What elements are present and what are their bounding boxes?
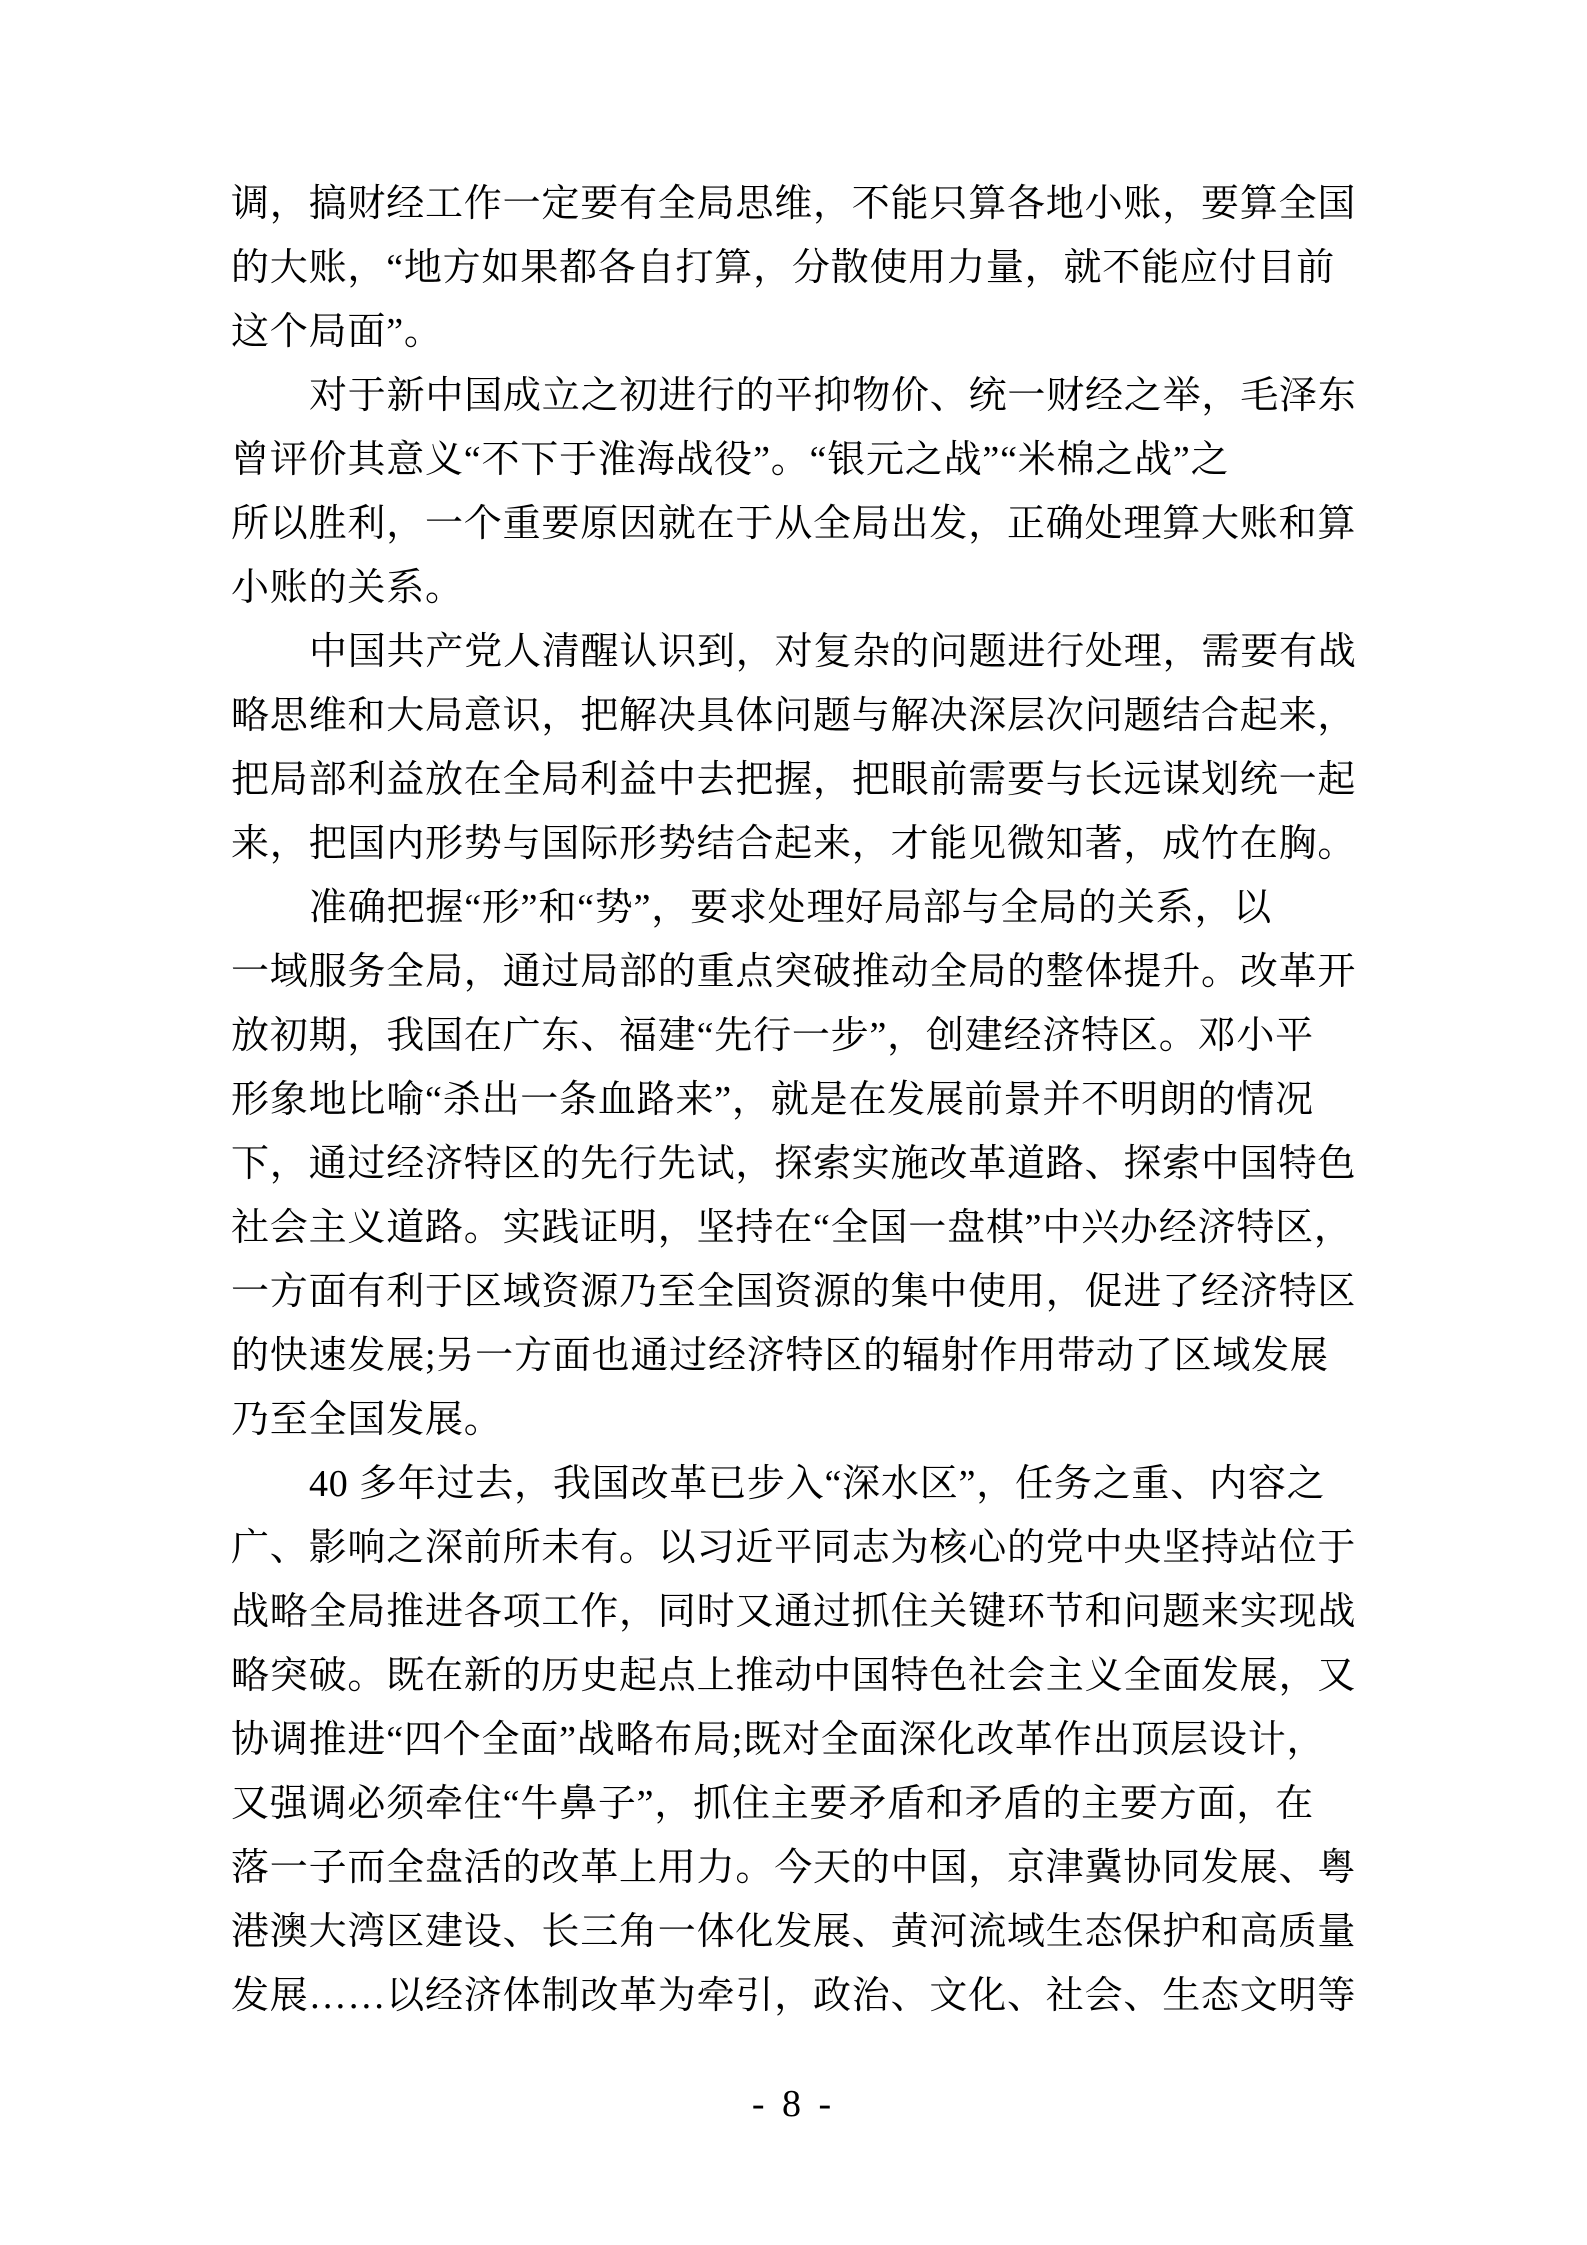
text-line: 下，通过经济特区的先行先试，探索实施改革道路、探索中国特色 (231, 1143, 1357, 1185)
text-line: 这个局面”。 (231, 311, 443, 353)
text-line: 社会主义道路。实践证明，坚持在“全国一盘棋”中兴办经济特区， (231, 1207, 1353, 1249)
text-line: 一方面有利于区域资源乃至全国资源的集中使用，促进了经济特区 (231, 1271, 1357, 1313)
text-line: 调，搞财经工作一定要有全局思维，不能只算各地小账，要算全国 (231, 183, 1357, 225)
text-line: 来，把国内形势与国际形势结合起来，才能见微知著，成竹在胸。 (231, 823, 1357, 865)
text-line: 中国共产党人清醒认识到，对复杂的问题进行处理，需要有战 (309, 631, 1357, 673)
document-body (231, 172, 1357, 2028)
text-line: 略思维和大局意识，把解决具体问题与解决深层次问题结合起来， (231, 695, 1357, 737)
text-line: 所以胜利，一个重要原因就在于从全局出发，正确处理算大账和算 (231, 503, 1357, 545)
text-line: 对于新中国成立之初进行的平抑物价、统一财经之举，毛泽东 (309, 375, 1357, 417)
text-line: 的快速发展;另一方面也通过经济特区的辐射作用带动了区域发展 (231, 1335, 1329, 1377)
text-line: 曾评价其意义“不下于淮海战役”。“银元之战”“米棉之战”之 (231, 439, 1230, 481)
page-number: - 8 - (751, 2083, 836, 2125)
text-line: 港澳大湾区建设、长三角一体化发展、黄河流域生态保护和高质量 (231, 1911, 1357, 1953)
text-line: 战略全局推进各项工作，同时又通过抓住关键环节和问题来实现战 (231, 1591, 1357, 1633)
text-line: 又强调必须牵住“牛鼻子”，抓住主要矛盾和矛盾的主要方面，在 (231, 1783, 1314, 1825)
text-line: 广、影响之深前所未有。以习近平同志为核心的党中央坚持站位于 (231, 1527, 1357, 1569)
text-line: 乃至全国发展。 (231, 1399, 503, 1441)
text-line: 把局部利益放在全局利益中去把握，把眼前需要与长远谋划统一起 (231, 759, 1357, 801)
text-line: 放初期，我国在广东、福建“先行一步”，创建经济特区。邓小平 (231, 1015, 1314, 1057)
text-line: 形象地比喻“杀出一条血路来”，就是在发展前景并不明朗的情况 (231, 1079, 1314, 1121)
text-line: 小账的关系。 (231, 567, 464, 609)
text-line: 略突破。既在新的历史起点上推动中国特色社会主义全面发展，又 (231, 1655, 1357, 1697)
text-line: 准确把握“形”和“势”，要求处理好局部与全局的关系，以 (309, 887, 1273, 929)
text-line: 协调推进“四个全面”战略布局;既对全面深化改革作出顶层设计， (231, 1719, 1326, 1761)
text-line: 40 多年过去，我国改革已步入“深水区”，任务之重、内容之 (309, 1463, 1326, 1505)
text-line: 落一子而全盘活的改革上用力。今天的中国，京津冀协同发展、粤 (231, 1847, 1357, 1889)
text-line: 的大账，“地方如果都各自打算，分散使用力量，就不能应付目前 (231, 247, 1336, 289)
text-line: 一域服务全局，通过局部的重点突破推动全局的整体提升。改革开 (231, 951, 1357, 993)
text-line: 发展……以经济体制改革为牵引，政治、文化、社会、生态文明等 (231, 1975, 1357, 2017)
